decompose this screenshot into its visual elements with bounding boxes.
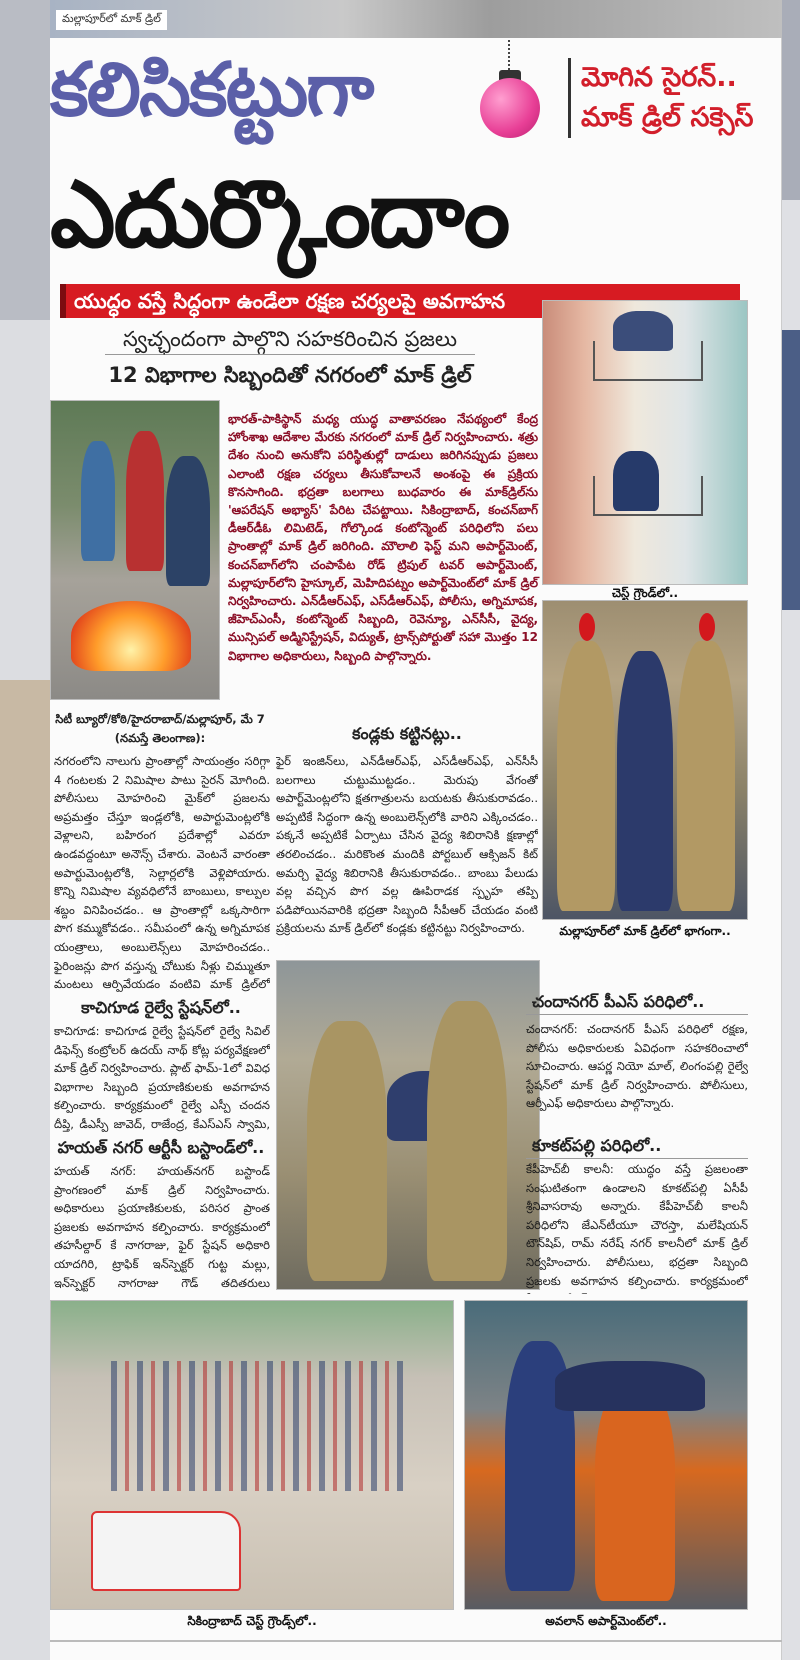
headline-line-2: ఎదుర్కొందాం (50, 161, 509, 268)
red-band-text: యుద్ధం వస్తే సిద్ధంగా ఉండేలా రక్షణ చర్యలపై అవగాహన (74, 289, 506, 313)
body-kacheguda: కాచిగూడ: కాచిగూడ రైల్వే స్టేషన్‌లో రైల్వే సివిల్ డిఫెన్స్ కంట్రోలర్ ఉదయ్ నాథ్ కోట్ల పర్యవేక్షణలో మాక్ డ్రిల్ నిర్వహించారు. ప్లాట్ ఫామ్-1లో వివిధ విభాగాల సిబ్బంది ప్రయాణికులకు అవగాహన కల్పించారు. కార్యక్రమంలో రైల్వే ఎస్పీ చందన దీప్తి, డీఎస్పీ జావెద్, రాజేంద్ర, కేఎస్‌ఎస్ స్వామి, (54, 1024, 270, 1131)
lead-paragraph: భారత్-పాకిస్థాన్ మధ్య యుద్ధ వాతావరణం నేపథ్యంలో కేంద్ర హోంశాఖ ఆదేశాల మేరకు నగరంలో మాక్ డ్రిల్ నిర్వహించారు. శత్రు దేశం నుంచి అనుకోని పరిస్థితుల్లో దాడులు జరిగినప్పుడు ప్రజలు ఎలాంటి రక్షణ చర్యలు తీసుకోవాలనే అంశంపై ఈ ప్రక్రియ కొనసాగింది. భద్రతా బలగాలు బుధవారం ఈ మాక్‌డ్రిల్‌ను 'ఆపరేషన్ అభ్యాస్' పేరిట చేపట్టాయి. సికింద్రాబాద్, కంచన్‌బాగ్ డీఆర్‌డీఓ లిమిటెడ్, గోల్కొండ కంటోన్మెంట్ పరిధిలోని పలు ప్రాంతాల్లో మాక్ డ్రిల్ జరిగింది. మౌలాలి ఫెస్ట్ మని అపార్ట్‌మెంట్, కంచన్‌బాగ్‌లోని చంపాపేట రోడ్ ట్రిపుల్ టవర్ అపార్ట్‌మెంట్, మల్లాపూర్‌లోని హైస్కూల్, మెహిదిపట్నం అపార్ట్‌మెంట్‌లో మాక్ డ్రిల్ నిర్వహించారు. ఎన్‌డీఆర్‌ఎఫ్, ఎస్‌డీఆర్‌ఎఫ్, పోలీసు, అగ్నిమాపక, జీహెచ్‌ఎంసీ, కంటోన్మెంట్ సిబ్బంది, రెవెన్యూ, ఎన్‌సీసీ, వైద్య, మున్సిపల్ అడ్మినిస్ట్రేషన్, విద్యుత్, ట్రాన్స్‌పోర్టుతో సహా మొత్తం 12 విభాగాల అధికారులు, సిబ్బంది పాల్గొన్నారు. (228, 412, 538, 663)
bottom-rule (50, 1640, 782, 1642)
fire-icon (71, 601, 191, 671)
cadet-figure (427, 1001, 507, 1281)
caption-corridor: అవలాన్ అపార్ట్‌మెంట్‌లో.. (545, 1614, 667, 1628)
photo-apartment-rescue (464, 1300, 748, 1610)
headline-line-1: కలిసికట్టుగా (50, 47, 373, 133)
body-chandanagar: చందానగర్: చందానగర్ పీఎస్ పరిధిలో రక్షణ, పోలీసు అధికారులకు ఏవిధంగా సహకరించాలో సూచించారు. ఆపర్ణ నియో మాల్, లింగంపల్లి రైల్వే స్టేషన్‌లో మాక్ డ్రిల్ నిర్వహించారు. పోలీసులు, ఆర్పీఎఫ్ అధికారులు పాల్గొన్నారు. (526, 1022, 748, 1111)
top-photo (50, 0, 782, 38)
photo-building-rescue (542, 300, 748, 585)
section-heading-kacheguda: కాచిగూడ రైల్వే స్టేషన్‌లో.. (81, 998, 241, 1017)
siren-icon (480, 78, 540, 138)
plume-icon (699, 613, 715, 641)
photo-cadets-lift (276, 960, 540, 1290)
body-kukatpally: కేపీహెచ్‌బీ కాలనీ: యుద్ధం వస్తే ప్రజలంతా సంఘటితంగా ఉండాలని కూకట్‌పల్లి ఏసీపీ శ్రీనివాసరావు అన్నారు. కేపీహెచ్‌బీ కాలనీ పరిధిలోని జేఎన్‌టీయూ చౌరస్తా, మలేషియన్ టౌన్‌షిప్, రామ్ నరేష్ నగర్ కాలనీలో మాక్ డ్రిల్ నిర్వహించారు. పోలీసులు, భద్రతా సిబ్బంది ప్రజలకు అవగాహన కల్పించారు. కార్యక్రమంలో (526, 1162, 748, 1288)
plume-icon (579, 613, 595, 641)
body-column-2: ఫైర్ ఇంజిన్‌లు, ఎన్‌డీఆర్‌ఎఫ్, ఎస్‌డీఆర్‌ఎఫ్, ఎన్‌సీసీ బలగాలు చుట్టుముట్టడం.. మెరుపు వేగంతో అపార్ట్‌మెంట్లలోని క్షతగాత్రులను బయటకు తీసుకురావడం.. అప్పటికే సిద్ధంగా ఉన్న అంబులెన్స్‌లోకి వారిని ఎక్కించడం.. పక్కనే అప్పటికే ఏర్పాటు చేసిన వైద్య శిబిరానికి క్షణాల్లో తరలించడం.. మరికొంత మందికి పోర్టబుల్ ఆక్సిజన్ కిట్ అమర్చి వైద్య శిబిరానికి తీసుకురావడం.. బాంబు పేలుడు వల్ల వచ్చిన పొగ వల్ల ఊపిరాడక స్పృహ తప్పి పడిపోయినవారికి భద్రతా సిబ్బంది సీపీఆర్ చేయడం వంటి ప్రక్రియలను మాక్ డ్రిల్‌లో కండ్లకు కట్టినట్టు నిర్వహించారు. (276, 754, 538, 936)
cadet-figure (557, 641, 615, 911)
subheadline-2: 12 విభాగాల సిబ్బందితో నగరంలో మాక్ డ్రిల్ (108, 363, 472, 387)
person-figure (166, 456, 210, 586)
person-figure (126, 431, 164, 571)
sidebar-headline-line-2: మాక్ డ్రిల్ సక్సెస్ (581, 102, 754, 133)
photo-cadets-carry (542, 600, 748, 920)
ambulance-icon (91, 1511, 241, 1591)
casualty-figure (617, 651, 673, 911)
caption-ground: సికింద్రాబాద్ చెస్ట్ గ్రౌండ్స్‌లో.. (187, 1614, 317, 1628)
sidebar-headline-line-1: మోగిన సైరన్.. (581, 62, 737, 93)
photo-fire-drill (50, 400, 220, 700)
body-column-1: నగరంలోని నాలుగు ప్రాంతాల్లో సాయంత్రం సరిగ్గా 4 గంటలకు 2 నిమిషాల పాటు సైరన్ మోగింది. పోలీసులు మోహరించి మైక్‌లో ప్రజలను అప్రమత్తం చేస్తూ ఇండ్లలోకి, అపార్టుమెంట్లలోకి వెళ్లాలని, బహిరంగ ప్రదేశాల్లో ఎవరూ ఉండవద్దంటూ అనౌన్స్ చేశారు. వెంటనే వారంతా అపార్టుమెంట్లలోకి, సెల్లార్లలోకి వెళ్లిపోయారు. కొన్ని నిమిషాల వ్యవధిలోనే బాంబులు, కాల్పుల శబ్దం వినిపించడం.. ఆ ప్రాంతాల్లో ఒక్కసారిగా పొగ కమ్ముకోవడం.. సమీపంలో ఉన్న అగ్నిమాపక యంత్రాలు, అంబులెన్స్‌లు మోహరించడం.. ఫైరింజన్లు పొగ వస్తున్న చోటుకు నీళ్లు చిమ్ముతూ మంటలు ఆర్పివేయడం వంటివి మాక్ డ్రిల్‌లో (54, 754, 270, 992)
article (50, 0, 782, 1660)
caption-cadets: మల్లాపూర్‌లో మాక్ డ్రిల్‌లో భాగంగా.. (559, 924, 731, 938)
adjacent-article-left (0, 0, 50, 1660)
photo-parade-ground (50, 1300, 454, 1610)
adjacent-article-right (782, 0, 800, 1660)
crowd (111, 1361, 411, 1491)
subheadline-1: స్వచ్ఛందంగా పాల్గొని సహకరించిన ప్రజలు (105, 324, 475, 355)
firefighter-figure (595, 1381, 675, 1601)
cadet-figure (307, 1021, 387, 1281)
section-heading-hayathnagar: హయత్ నగర్ ఆర్టీసీ బస్టాండ్‌లో.. (57, 1138, 265, 1157)
rescuers-figure (613, 311, 673, 351)
section-heading-kukatpally: కూకట్‌పల్లి పరిధిలో.. (526, 1134, 748, 1159)
dateline: సిటీ బ్యూరో/కోఠి/హైదరాబాద్/మల్లాపూర్, మే 7 (నమస్తే తెలంగాణ): (55, 712, 265, 745)
top-photo-caption: మల్లాపూర్‌లో మాక్ డ్రిల్ (56, 10, 167, 30)
person-figure (81, 441, 115, 561)
sidebar-headline (568, 58, 782, 138)
caption-building: చెస్ట్ గ్రౌండ్‌లో.. (611, 586, 679, 600)
rescuer-figure (613, 451, 659, 511)
casualty-figure (555, 1361, 705, 1411)
section-heading-kandla: కండ్లకు కట్టినట్లు.. (352, 724, 462, 743)
section-heading-chandanagar: చందానగర్ పీఎస్ పరిధిలో.. (526, 990, 748, 1015)
cadet-figure (677, 641, 735, 911)
body-hayathnagar: హయత్ నగర్: హయత్‌నగర్ బస్టాండ్ ప్రాంగణంలో మాక్ డ్రిల్ నిర్వహించారు. అధికారులు ప్రయాణికులకు, పరిసర ప్రాంత ప్రజలకు అవగాహన కల్పించారు. కార్యక్రమంలో తహసీల్దార్ కే నాగరాజు, ఫైర్ స్టేషన్ అధికారి యాదగిరి, ట్రాఫిక్ ఇన్‌స్పెక్టర్ గుట్ట మల్లు, ఇన్‌స్పెక్టర్ నాగరాజు గౌడ్ తదితరులు (54, 1164, 270, 1290)
